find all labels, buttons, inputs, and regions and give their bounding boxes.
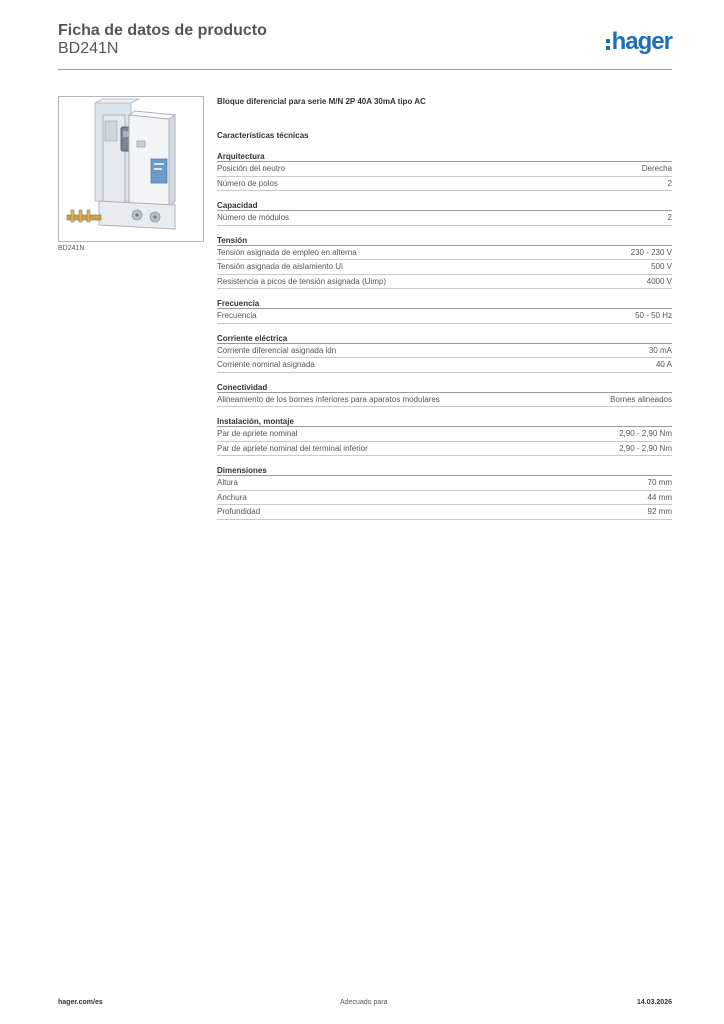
spec-label: Par de apriete nominal (217, 429, 298, 439)
spec-row (217, 162, 672, 177)
spec-section (217, 333, 672, 373)
spec-row (217, 505, 672, 520)
spec-row (217, 177, 672, 192)
spec-label: Corriente nominal asignada (217, 360, 315, 370)
spec-section (217, 151, 672, 191)
spec-value: 500 V (651, 262, 672, 272)
logo-text: hager (611, 28, 672, 55)
spec-label: Resistencia a picos de tensión asignada (Uimp) (217, 276, 386, 286)
product-details (217, 96, 672, 520)
image-caption: BD241N (58, 245, 85, 252)
spec-value: 40 A (655, 360, 672, 370)
spec-value: 44 mm (647, 492, 672, 502)
product-reference: BD241N (58, 40, 119, 57)
spec-row (217, 211, 672, 226)
spec-label: Anchura (217, 492, 247, 502)
spec-section (217, 465, 672, 520)
spec-row (217, 358, 672, 373)
spec-section (217, 298, 672, 324)
product-image (58, 96, 204, 242)
spec-section (217, 200, 672, 226)
spec-value: 92 mm (647, 507, 672, 517)
spec-row (217, 309, 672, 324)
page-footer (58, 999, 672, 1011)
spec-section (217, 235, 672, 290)
footer-date: 14.03.2026 (636, 999, 672, 1006)
logo-dots-icon (606, 39, 610, 50)
spec-label: Par de apriete nominal del terminal inferior (217, 443, 368, 453)
spec-value: Bornes alineados (610, 394, 672, 404)
spec-row (217, 427, 672, 442)
spec-value: 2,90 - 2,90 Nm (619, 429, 672, 439)
spec-section-title: Corriente eléctrica (217, 333, 672, 344)
spec-label: Posición del neutro (217, 164, 286, 174)
spec-section (217, 416, 672, 456)
page-header (58, 22, 672, 70)
specifications-list (217, 151, 672, 520)
spec-section (217, 382, 672, 408)
spec-row (217, 442, 672, 457)
spec-section-title: Tensión (217, 235, 672, 246)
spec-value: 4000 V (646, 276, 672, 286)
spec-value: 230 - 230 V (630, 247, 672, 257)
spec-row (217, 491, 672, 506)
spec-value: 50 - 50 Hz (635, 311, 672, 321)
spec-section-title: Dimensiones (217, 465, 672, 476)
spec-value: 2 (667, 213, 672, 223)
spec-section-title: Instalación, montaje (217, 416, 672, 427)
spec-section-title: Frecuencia (217, 298, 672, 309)
spec-label: Frecuencia (217, 311, 257, 321)
spec-row (217, 246, 672, 261)
spec-label: Número de módulos (217, 213, 290, 223)
spec-value: 30 mA (648, 345, 672, 355)
spec-label: Altura (217, 478, 238, 488)
spec-row (217, 393, 672, 408)
spec-row (217, 476, 672, 491)
spec-section-title: Conectividad (217, 382, 672, 393)
spec-value: Derecha (641, 164, 672, 174)
footer-suitable-for: Adecuado para (340, 999, 388, 1006)
spec-section-title: Arquitectura (217, 151, 672, 162)
spec-label: Tensión asignada de empleo en alterna (217, 247, 357, 257)
technical-characteristics-title: Características técnicas (217, 131, 309, 140)
spec-label: Alineamiento de los bornes inferiores para aparatos modulares (217, 394, 440, 404)
residual-current-block-icon (59, 97, 203, 241)
footer-website[interactable]: hager.com/es (58, 999, 103, 1006)
spec-value: 2,90 - 2,90 Nm (619, 443, 672, 453)
spec-label: Tensión asignada de aislamiento Ui (217, 262, 343, 272)
spec-label: Corriente diferencial asignada idn (217, 345, 337, 355)
spec-section-title: Capacidad (217, 200, 672, 211)
spec-label: Número de polos (217, 178, 278, 188)
hager-logo (606, 28, 672, 56)
spec-value: 2 (667, 178, 672, 188)
spec-value: 70 mm (647, 478, 672, 488)
spec-row (217, 344, 672, 359)
spec-label: Profundidad (217, 507, 261, 517)
spec-row (217, 260, 672, 275)
spec-row (217, 275, 672, 290)
document-title: Ficha de datos de producto (58, 22, 267, 39)
product-name: Bloque diferencial para serie M/N 2P 40A 30mA tipo AC (217, 97, 426, 106)
